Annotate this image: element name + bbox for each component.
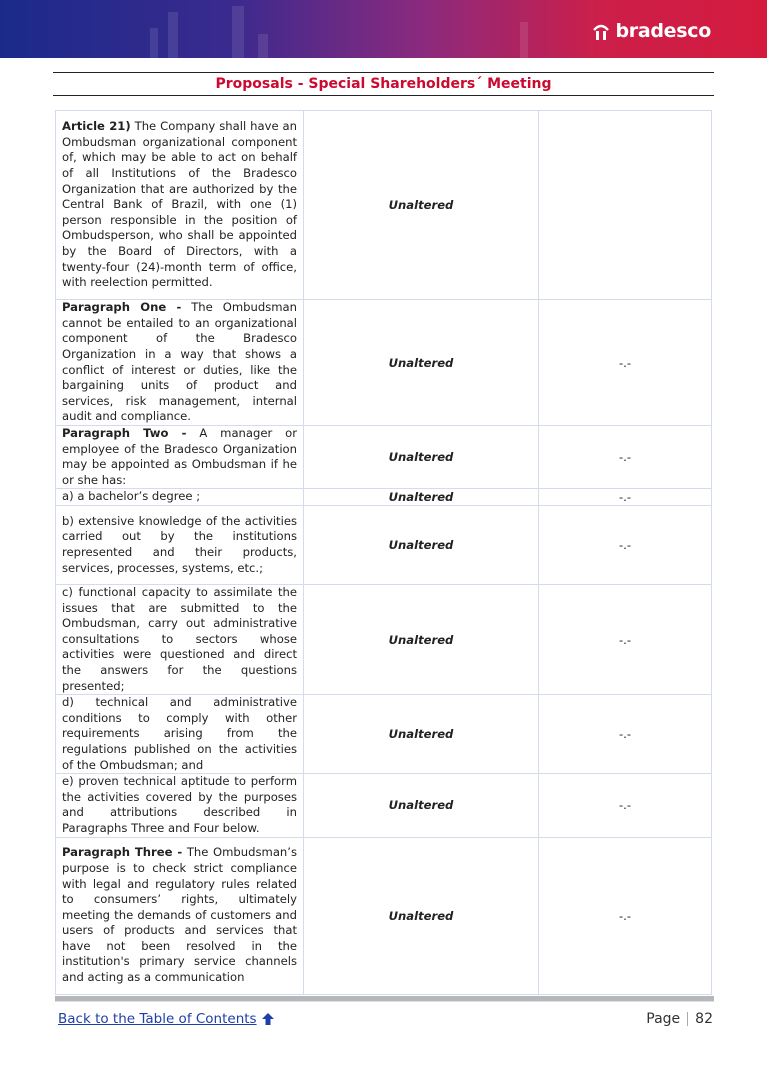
row-lead: Article 21) (62, 119, 131, 134)
bradesco-logo-icon (591, 21, 611, 41)
footer-divider-shadow (55, 1001, 714, 1002)
title-bar (53, 72, 714, 96)
article-text-cell (56, 111, 304, 300)
table-row (56, 111, 712, 300)
banner-decoration (168, 12, 178, 58)
bradesco-logo (591, 20, 711, 42)
note-cell: -.- (539, 584, 712, 694)
table-row (56, 505, 712, 584)
status-cell: Unaltered (304, 300, 539, 426)
logo-text: bradesco (615, 20, 711, 42)
table-row (56, 426, 712, 489)
arrow-up-icon (261, 1012, 275, 1026)
table-row (56, 695, 712, 774)
banner-decoration (150, 28, 158, 58)
article-text-cell (56, 489, 304, 506)
note-cell: -.- (539, 837, 712, 994)
row-lead: Paragraph Two - (62, 426, 187, 440)
article-text-cell (56, 426, 304, 489)
note-cell: -.- (539, 300, 712, 426)
article-text-cell (56, 505, 304, 584)
row-lead: Paragraph Three - (62, 845, 183, 860)
table-row (56, 300, 712, 426)
status-cell: Unaltered (304, 837, 539, 994)
back-to-toc-link[interactable] (58, 1011, 275, 1027)
status-cell: Unaltered (304, 774, 539, 837)
toc-link-label: Back to the Table of Contents (58, 1011, 257, 1027)
row-text: a) a bachelor’s degree ; (62, 489, 201, 504)
article-text-cell (56, 300, 304, 426)
status-cell: Unaltered (304, 489, 539, 506)
note-cell: -.- (539, 505, 712, 584)
note-cell: -.- (539, 489, 712, 506)
table-row (56, 489, 712, 506)
note-cell: -.- (539, 774, 712, 837)
article-text-cell (56, 695, 304, 774)
banner-decoration (258, 34, 268, 58)
page-title: Proposals - Special Shareholders´ Meeting (215, 76, 552, 92)
table-row (56, 584, 712, 694)
article-text-cell (56, 774, 304, 837)
header-banner (0, 0, 767, 58)
note-cell: -.- (539, 695, 712, 774)
row-text: The Ombudsman cannot be entailed to an organizational component of the Bradesco Organization in a way that shows a conflict of interest or duties, like the bargaining units of product and services, risk management, internal audit and compliance. (62, 300, 297, 424)
banner-decoration (520, 22, 528, 58)
table-row (56, 774, 712, 837)
row-text: e) proven technical aptitude to perform the activities covered by the purposes and attributions described in Paragraphs Three and Four below. (62, 774, 297, 835)
note-cell (539, 111, 712, 300)
proposals-table (55, 110, 712, 995)
row-text: The Ombudsman’s purpose is to check strict compliance with legal and regulatory rules related to consumers’ rights, ultimately meeting the demands of customers and users of products and services that have not been resolved in the institution's primary service channels and acting as a communication (62, 845, 297, 985)
article-text-cell (56, 837, 304, 994)
page-label: Page (646, 1011, 681, 1027)
row-lead: Paragraph One - (62, 300, 182, 315)
page-separator (687, 1012, 688, 1026)
page-indicator (646, 1011, 713, 1027)
row-text: b) extensive knowledge of the activities carried out by the institutions represented and their products, services, processes, systems, etc.; (62, 513, 297, 575)
status-cell: Unaltered (304, 695, 539, 774)
status-cell: Unaltered (304, 426, 539, 489)
row-text: A manager or employee of the Bradesco Organization may be appointed as Ombudsman if he or she has: (62, 426, 297, 487)
status-cell: Unaltered (304, 505, 539, 584)
article-text-cell (56, 584, 304, 694)
status-cell: Unaltered (304, 584, 539, 694)
table-row (56, 837, 712, 994)
note-cell: -.- (539, 426, 712, 489)
row-text: d) technical and administrative conditions to comply with other requirements arising from the regulations published on the activities of the Ombudsman; and (62, 695, 297, 772)
row-text: c) functional capacity to assimilate the issues that are submitted to the Ombudsman, carry out administrative consultations to sectors whose activities were questioned and direct the answers for the questions presented; (62, 584, 297, 693)
banner-decoration (232, 6, 244, 58)
status-cell: Unaltered (304, 111, 539, 300)
page-number: 82 (695, 1011, 713, 1027)
row-text: The Company shall have an Ombudsman organizational component of, which may be able to act on behalf of all Institutions of the Bradesco Organization that are authorized by the Central Bank of Brazil, with one (1) person responsible in the position of Ombudsperson, who shall be appointed by the Board of Directors, with a twenty-four (24)-month term of office, with reelection permitted. (62, 119, 297, 290)
